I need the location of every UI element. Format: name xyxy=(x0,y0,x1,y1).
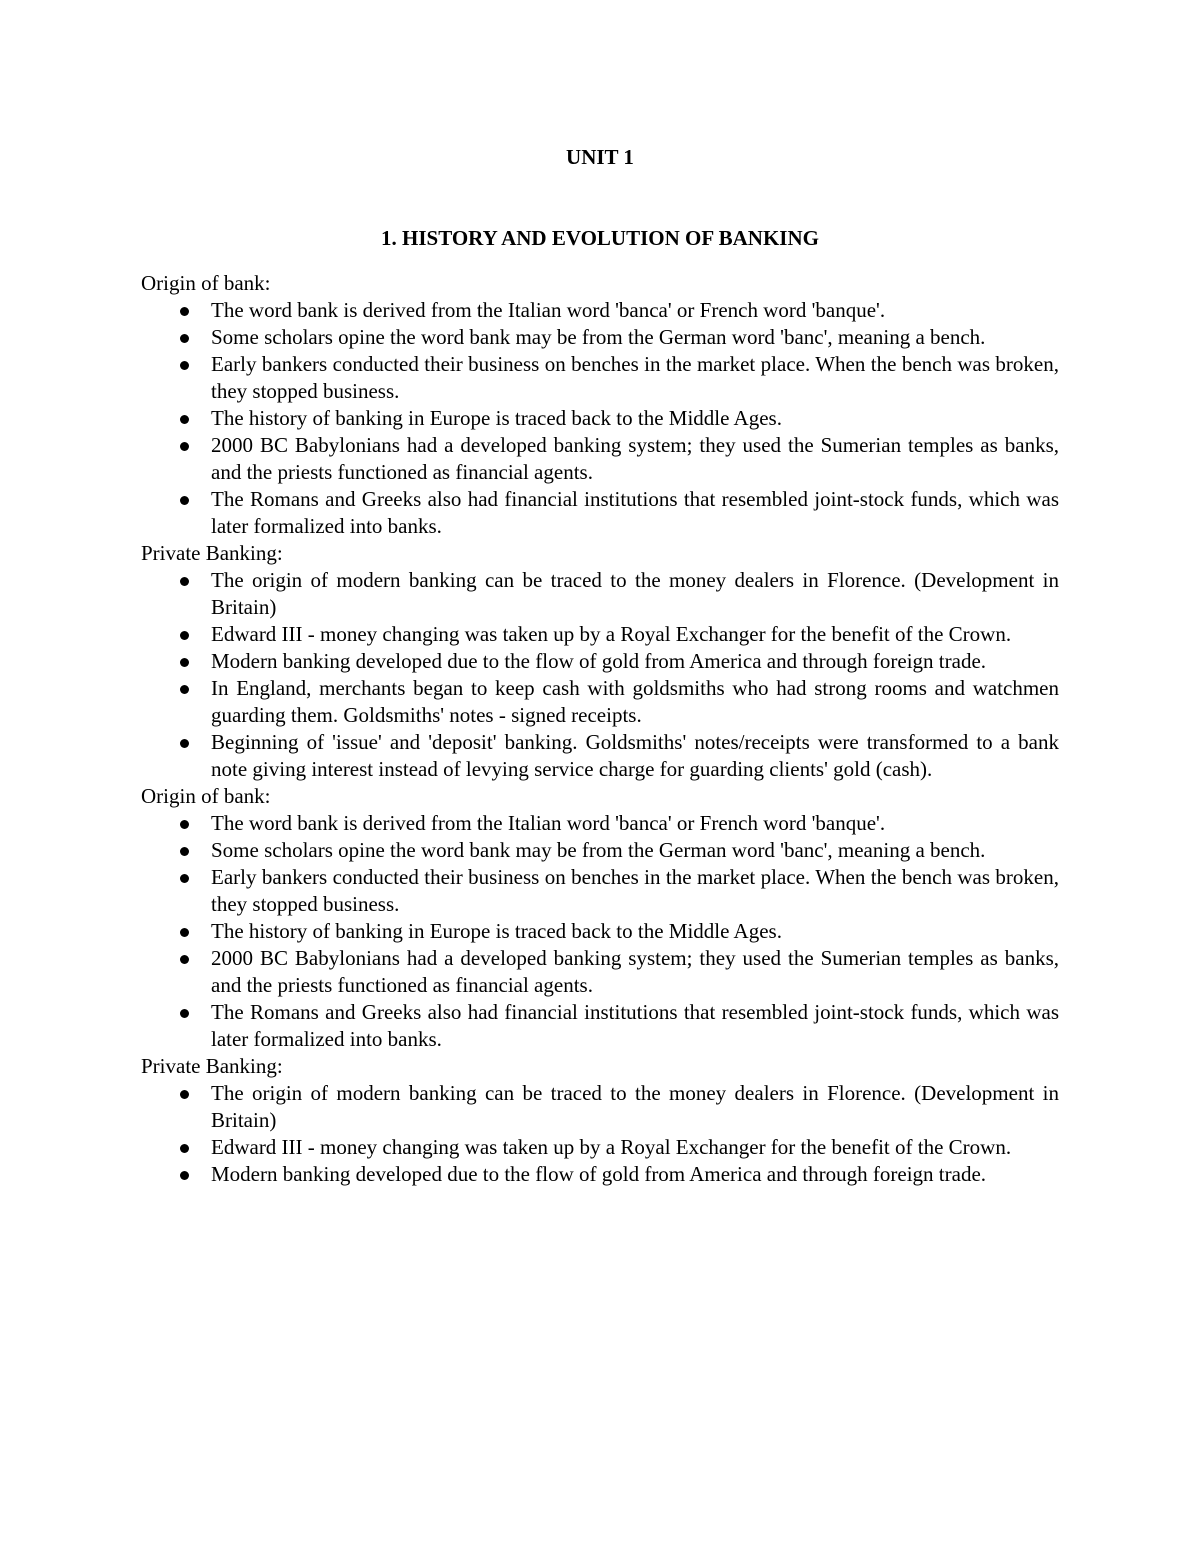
bullet-icon xyxy=(180,928,189,937)
list-item xyxy=(141,405,1059,432)
bullet-list xyxy=(141,810,1059,1053)
unit-title: UNIT 1 xyxy=(566,145,634,169)
list-item xyxy=(141,567,1059,621)
bullet-list xyxy=(141,297,1059,540)
section-label: Origin of bank: xyxy=(141,271,271,295)
bullet-list xyxy=(141,1080,1059,1188)
list-item-text: The word bank is derived from the Italian word 'banca' or French word 'banque'. xyxy=(211,811,886,835)
bullet-icon xyxy=(180,334,189,343)
list-item-text: Modern banking developed due to the flow of gold from America and through foreign trade. xyxy=(211,649,987,673)
list-item-text: Some scholars opine the word bank may be from the German word 'banc', meaning a bench. xyxy=(211,325,986,349)
list-item xyxy=(141,810,1059,837)
bullet-icon xyxy=(180,577,189,586)
bullet-icon xyxy=(180,361,189,370)
list-item xyxy=(141,729,1059,783)
bullet-icon xyxy=(180,1090,189,1099)
list-item-text: In England, merchants began to keep cash with goldsmiths who had strong rooms and watchmen guarding them. Goldsmiths' notes - signed receipts. xyxy=(211,676,1059,727)
list-item-text: Edward III - money changing was taken up by a Royal Exchanger for the benefit of the Crown. xyxy=(211,1135,1012,1159)
list-item-text: Edward III - money changing was taken up by a Royal Exchanger for the benefit of the Crown. xyxy=(211,622,1012,646)
list-item xyxy=(141,999,1059,1053)
list-item xyxy=(141,297,1059,324)
list-item-text: The word bank is derived from the Italian word 'banca' or French word 'banque'. xyxy=(211,298,886,322)
section-label: Private Banking: xyxy=(141,541,283,565)
bullet-icon xyxy=(180,820,189,829)
list-item xyxy=(141,918,1059,945)
list-item xyxy=(141,621,1059,648)
list-item-text: The origin of modern banking can be traced to the money dealers in Florence. (Development in Britain) xyxy=(211,1081,1059,1132)
bullet-icon xyxy=(180,415,189,424)
bullet-icon xyxy=(180,1171,189,1180)
list-item-text: The history of banking in Europe is traced back to the Middle Ages. xyxy=(211,406,782,430)
list-item-text: The Romans and Greeks also had financial institutions that resembled joint-stock funds, which was later formalized into banks. xyxy=(211,1000,1059,1051)
list-item-text: The Romans and Greeks also had financial institutions that resembled joint-stock funds, which was later formalized into banks. xyxy=(211,487,1059,538)
list-item xyxy=(141,486,1059,540)
list-item xyxy=(141,1134,1059,1161)
list-item-text: Early bankers conducted their business on benches in the market place. When the bench was broken, they stopped business. xyxy=(211,865,1059,916)
bullet-icon xyxy=(180,442,189,451)
list-item xyxy=(141,1161,1059,1188)
bullet-icon xyxy=(180,307,189,316)
bullet-list xyxy=(141,567,1059,783)
list-item-text: 2000 BC Babylonians had a developed banking system; they used the Sumerian temples as banks, and the priests functioned as financial agents. xyxy=(211,946,1059,997)
bullet-icon xyxy=(180,658,189,667)
section-label: Private Banking: xyxy=(141,1054,283,1078)
document-body xyxy=(141,270,1059,1188)
bullet-icon xyxy=(180,496,189,505)
bullet-icon xyxy=(180,874,189,883)
list-item-text: 2000 BC Babylonians had a developed banking system; they used the Sumerian temples as banks, and the priests functioned as financial agents. xyxy=(211,433,1059,484)
list-item-text: The origin of modern banking can be traced to the money dealers in Florence. (Development in Britain) xyxy=(211,568,1059,619)
list-item xyxy=(141,324,1059,351)
list-item-text: The history of banking in Europe is traced back to the Middle Ages. xyxy=(211,919,782,943)
bullet-icon xyxy=(180,1144,189,1153)
list-item xyxy=(141,1080,1059,1134)
list-item-text: Beginning of 'issue' and 'deposit' banking. Goldsmiths' notes/receipts were transformed to a bank note giving interest instead of levying service charge for guarding clients' gold (cash). xyxy=(211,730,1059,781)
list-item xyxy=(141,648,1059,675)
bullet-icon xyxy=(180,739,189,748)
list-item xyxy=(141,837,1059,864)
bullet-icon xyxy=(180,847,189,856)
bullet-icon xyxy=(180,955,189,964)
list-item xyxy=(141,864,1059,918)
list-item xyxy=(141,945,1059,999)
list-item xyxy=(141,351,1059,405)
list-item-text: Early bankers conducted their business on benches in the market place. When the bench was broken, they stopped business. xyxy=(211,352,1059,403)
bullet-icon xyxy=(180,631,189,640)
list-item-text: Modern banking developed due to the flow of gold from America and through foreign trade. xyxy=(211,1162,987,1186)
list-item-text: Some scholars opine the word bank may be from the German word 'banc', meaning a bench. xyxy=(211,838,986,862)
list-item xyxy=(141,432,1059,486)
page-title: 1. HISTORY AND EVOLUTION OF BANKING xyxy=(381,226,819,250)
section-label: Origin of bank: xyxy=(141,784,271,808)
list-item xyxy=(141,675,1059,729)
bullet-icon xyxy=(180,1009,189,1018)
bullet-icon xyxy=(180,685,189,694)
